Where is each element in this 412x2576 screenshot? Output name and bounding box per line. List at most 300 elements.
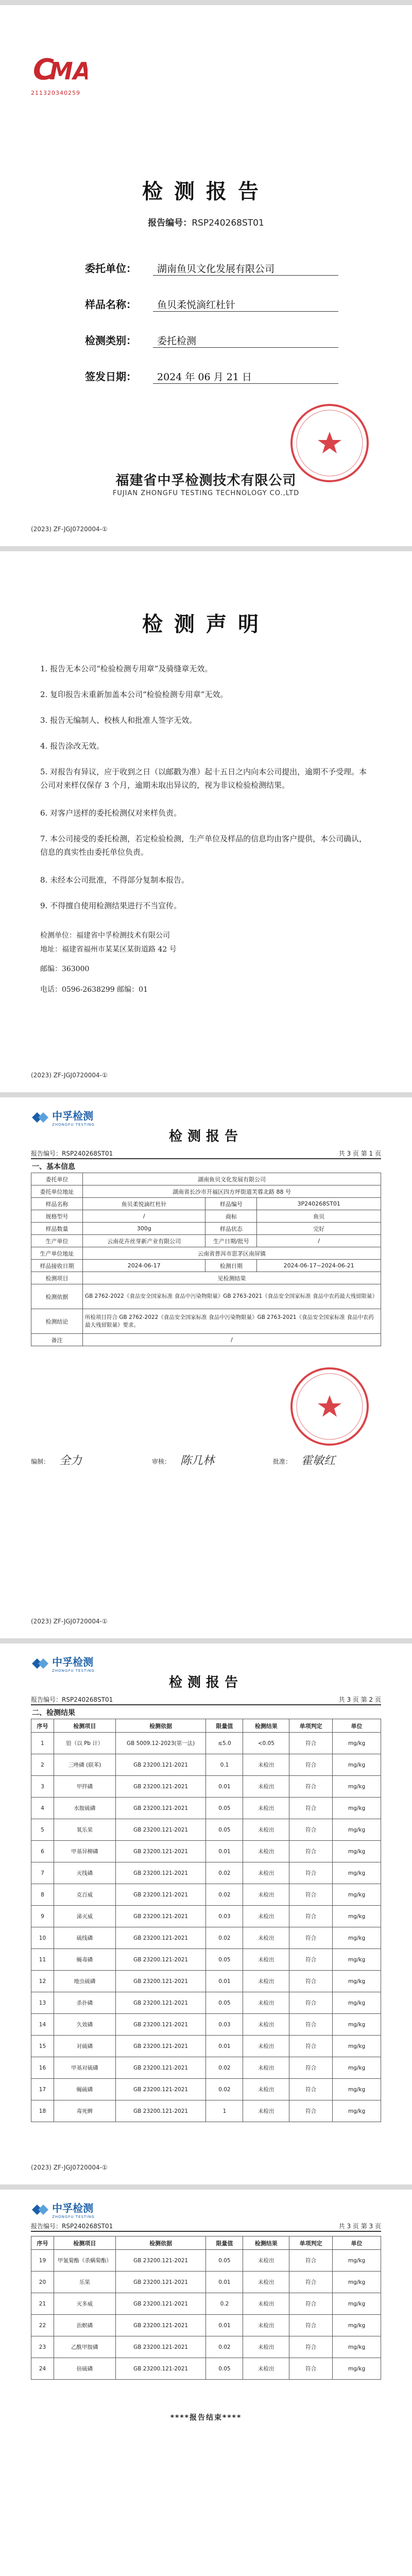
table-cell: 涕灭威	[54, 1906, 115, 1927]
table-cell: 23	[31, 2336, 54, 2358]
info-row	[31, 1260, 381, 1272]
table-cell: 24	[31, 2358, 54, 2380]
table-cell: 0.02	[206, 2057, 243, 2079]
table-row	[31, 1754, 381, 1776]
table-cell: 未检出	[243, 1798, 289, 1819]
table-cell: GB 23200.121-2021	[115, 2057, 206, 2079]
cover-field-sample: 样品名称： 鱼贝柔悦滴红杜针	[85, 296, 338, 312]
results-header-row	[31, 2236, 381, 2250]
info-label: 委托单位	[31, 1173, 83, 1185]
table-cell: 0.02	[206, 2336, 243, 2358]
table-cell: 未检出	[243, 1992, 289, 2014]
table-cell: mg/kg	[333, 1754, 381, 1776]
table-cell: 0.01	[206, 2272, 243, 2293]
header-logo: 中孚检测 ZHONGFU TESTING	[31, 1654, 95, 1673]
zhongfu-logo-icon	[31, 1657, 49, 1670]
table-cell: 符合	[289, 1862, 333, 1884]
table-cell: mg/kg	[333, 1906, 381, 1927]
declaration-title: 检测声明	[142, 612, 270, 636]
column-header: 限量值	[206, 2236, 243, 2250]
table-cell: 未检出	[243, 2336, 289, 2358]
company-name-en: FUJIAN ZHONGFU TESTING TECHNOLOGY CO.,LTD	[112, 489, 300, 497]
table-cell: mg/kg	[333, 1949, 381, 1971]
table-cell: 对硫磷	[54, 2036, 115, 2057]
table-cell: 符合	[289, 2315, 333, 2336]
info-value: 湖南省长沙市开福区四方坪街道芙蓉北路 88 号	[83, 1185, 381, 1198]
cover-field-client: 委托单位： 湖南鱼贝文化发展有限公司	[85, 260, 338, 276]
table-cell: 0.2	[206, 2293, 243, 2315]
svg-text:C: C	[33, 53, 55, 87]
column-header: 检测依据	[115, 2236, 206, 2250]
column-header: 检测结果	[243, 1719, 289, 1733]
table-cell: mg/kg	[333, 2057, 381, 2079]
table-cell: 符合	[289, 2250, 333, 2272]
table-cell: GB 23200.121-2021	[115, 1776, 206, 1798]
info-row	[31, 1223, 381, 1235]
table-cell: 符合	[289, 2336, 333, 2358]
contact-line: 检测单位：福建省中孚检测技术有限公司	[40, 931, 170, 940]
table-cell: GB 23200.121-2021	[115, 2014, 206, 2036]
table-cell: 10	[31, 1927, 54, 1949]
table-row	[31, 1819, 381, 1841]
results-header-row	[31, 1719, 381, 1733]
table-cell: 铅（以 Pb 计）	[54, 1733, 115, 1754]
table-cell: 1	[31, 1733, 54, 1754]
info-value: 完好	[257, 1223, 381, 1235]
info-label: 规格型号	[31, 1210, 83, 1223]
table-cell: 未检出	[243, 2100, 289, 2122]
header-rule	[31, 2231, 381, 2232]
table-cell: GB 23200.121-2021	[115, 2100, 206, 2122]
table-cell: 0.05	[206, 1992, 243, 2014]
table-cell: mg/kg	[333, 2358, 381, 2380]
info-value: 所检项目符合 GB 2762-2022《食品安全国家标准 食品中污染物限量》GB 2763-2021《食品安全国家标准 食品中农药最大残留限量》要求。	[83, 1309, 381, 1334]
table-cell: 16	[31, 2057, 54, 2079]
table-row	[31, 1971, 381, 1992]
table-cell: 20	[31, 2272, 54, 2293]
zhongfu-logo-icon	[31, 2204, 49, 2216]
info-row	[31, 1309, 381, 1334]
table-cell: 符合	[289, 2100, 333, 2122]
page-info: 共 3 页 第 2 页	[338, 1696, 381, 1703]
section-title: 二、检测结果	[32, 1709, 75, 1717]
info-value: 湖南鱼贝文化发展有限公司	[83, 1173, 381, 1185]
info-label: 检测项目	[31, 1272, 83, 1284]
table-cell: 12	[31, 1971, 54, 1992]
table-cell: 0.03	[206, 2014, 243, 2036]
info-row	[31, 1247, 381, 1260]
table-cell: 灭线磷	[54, 1862, 115, 1884]
table-cell: mg/kg	[333, 1971, 381, 1992]
declaration-item: 4. 报告涂改无效。	[40, 741, 105, 751]
table-cell: 0.01	[206, 2315, 243, 2336]
table-cell: 甲基异柳磷	[54, 1841, 115, 1862]
cover-field-date: 签发日期： 2024 年 06 月 21 日	[85, 368, 338, 384]
table-cell: GB 23200.121-2021	[115, 1949, 206, 1971]
table-cell: GB 23200.121-2021	[115, 1819, 206, 1841]
table-cell: 灭多威	[54, 2293, 115, 2315]
info-label: 备注	[31, 1334, 83, 1346]
table-cell: mg/kg	[333, 2100, 381, 2122]
table-cell: 5	[31, 1819, 54, 1841]
column-header: 限量值	[206, 1719, 243, 1733]
table-cell: mg/kg	[333, 1841, 381, 1862]
table-cell: mg/kg	[333, 1798, 381, 1819]
table-cell: 乐果	[54, 2272, 115, 2293]
info-label: 样品编号	[205, 1198, 257, 1210]
cover-field-category: 检测类别： 委托检测	[85, 332, 338, 348]
table-cell: <0.05	[243, 1733, 289, 1754]
table-cell: 符合	[289, 1906, 333, 1927]
table-cell: 0.05	[206, 2250, 243, 2272]
table-row	[31, 2057, 381, 2079]
table-row	[31, 1798, 381, 1819]
table-cell: 21	[31, 2293, 54, 2315]
page-info: 共 3 页 第 1 页	[338, 1150, 381, 1157]
table-cell: GB 23200.121-2021	[115, 1884, 206, 1906]
table-cell: 1	[206, 2100, 243, 2122]
table-cell: mg/kg	[333, 1819, 381, 1841]
table-cell: GB 23200.121-2021	[115, 1927, 206, 1949]
info-label: 样品名称	[31, 1198, 83, 1210]
table-cell: GB 23200.121-2021	[115, 2293, 206, 2315]
column-header: 单位	[333, 2236, 381, 2250]
table-cell: mg/kg	[333, 1862, 381, 1884]
table-cell: 符合	[289, 1884, 333, 1906]
table-cell: 未检出	[243, 1949, 289, 1971]
table-cell: 未检出	[243, 2250, 289, 2272]
table-cell: 17	[31, 2079, 54, 2100]
info-row	[31, 1334, 381, 1346]
info-value: 3P240268ST01	[257, 1198, 381, 1210]
table-cell: mg/kg	[333, 2079, 381, 2100]
table-cell: 8	[31, 1884, 54, 1906]
info-label: 生产日期/批号	[205, 1235, 257, 1247]
info-label: 委托单位地址	[31, 1185, 83, 1198]
zhongfu-logo-icon	[31, 1111, 49, 1124]
declaration-item: 1. 报告无本公司“检验检测专用章”及骑缝章无效。	[40, 664, 213, 673]
table-cell: GB 23200.121-2021	[115, 2272, 206, 2293]
company-name-cn: 福建省中孚检测技术有限公司	[115, 473, 297, 488]
info-label: 生产单位	[31, 1235, 83, 1247]
table-row	[31, 2079, 381, 2100]
table-cell: 0.02	[206, 2079, 243, 2100]
approved-signature: 霍敏红	[301, 1454, 336, 1467]
table-cell: GB 23200.121-2021	[115, 2315, 206, 2336]
declaration-item: 3. 报告无编制人、校核人和批准人签字无效。	[40, 716, 197, 725]
table-row	[31, 2250, 381, 2272]
info-label: 样品数量	[31, 1223, 83, 1235]
table-cell: 未检出	[243, 2079, 289, 2100]
info-value: 2024-06-17~2024-06-21	[257, 1260, 381, 1272]
basic-info-footer-code: (2023) ZF-JGJ0720004-①	[31, 1618, 108, 1625]
cover-title: 检测报告	[142, 179, 270, 204]
table-row	[31, 2315, 381, 2336]
column-header: 检测依据	[115, 1719, 206, 1733]
table-cell: 符合	[289, 1992, 333, 2014]
table-cell: 6	[31, 1841, 54, 1862]
table-row	[31, 1841, 381, 1862]
table-cell: 未检出	[243, 2036, 289, 2057]
table-row	[31, 2036, 381, 2057]
report-meta: 报告编号：RSP240268ST01 共 3 页 第 2 页	[31, 1696, 381, 1703]
info-label: 检测依据	[31, 1284, 83, 1309]
declaration-item: 5. 对报告有异议，应于收到之日（以邮戳为准）起十五日之内向本公司提出，逾期不予受理。本公司对来样仅保存 3 个月，逾期未取出异议的，视为非议检验检测结果。	[40, 767, 367, 790]
table-cell: GB 23200.121-2021	[115, 2336, 206, 2358]
table-cell: 4	[31, 1798, 54, 1819]
report-end-mark: ****报告结束****	[170, 2414, 242, 2422]
table-cell: 地虫硫磷	[54, 1971, 115, 1992]
table-cell: 未检出	[243, 1906, 289, 1927]
table-row	[31, 2100, 381, 2122]
results-page-2	[0, 2190, 412, 2576]
cover-footer-code: (2023) ZF-JGJ0720004-①	[31, 526, 108, 533]
column-header: 序号	[31, 1719, 54, 1733]
table-cell: 11	[31, 1949, 54, 1971]
table-cell: 未检出	[243, 1884, 289, 1906]
column-header: 检测项目	[54, 2236, 115, 2250]
cover-page	[0, 5, 412, 546]
declaration-item: 6. 对客户送样的委托检测仅对来样负责。	[40, 808, 182, 818]
cma-code: 211320340259	[31, 90, 80, 96]
cover-report-no: 报告编号：RSP240268ST01	[148, 218, 264, 228]
table-cell: mg/kg	[333, 1927, 381, 1949]
table-cell: GB 23200.121-2021	[115, 1862, 206, 1884]
table-cell: 倍硫磷	[54, 2358, 115, 2380]
table-cell: 18	[31, 2100, 54, 2122]
table-cell: 符合	[289, 1754, 333, 1776]
info-value: 300g	[83, 1223, 205, 1235]
table-cell: 克百威	[54, 1884, 115, 1906]
info-value: 见检测结果	[83, 1272, 381, 1284]
info-label: 检测日期	[205, 1260, 257, 1272]
info-value: /	[83, 1334, 381, 1346]
table-row	[31, 1927, 381, 1949]
table-cell: GB 23200.121-2021	[115, 1754, 206, 1776]
table-cell: 符合	[289, 1927, 333, 1949]
info-label: 生产单位地址	[31, 1247, 83, 1260]
table-cell: 0.05	[206, 2358, 243, 2380]
table-cell: 符合	[289, 2014, 333, 2036]
table-row	[31, 2014, 381, 2036]
table-cell: 杀扑磷	[54, 1992, 115, 2014]
table-cell: 乙酰甲胺磷	[54, 2336, 115, 2358]
header-logo: 中孚检测 ZHONGFU TESTING	[31, 2200, 95, 2219]
table-cell: mg/kg	[333, 2336, 381, 2358]
contact-line: 邮编：363000	[40, 965, 90, 973]
prepared-signature: 全力	[59, 1454, 82, 1467]
table-cell: 未检出	[243, 1819, 289, 1841]
table-cell: mg/kg	[333, 1733, 381, 1754]
info-row	[31, 1198, 381, 1210]
table-cell: 符合	[289, 1733, 333, 1754]
info-value: 2024-06-17	[83, 1260, 205, 1272]
table-cell: 未检出	[243, 2057, 289, 2079]
info-row	[31, 1272, 381, 1284]
info-label: 样品状态	[205, 1223, 257, 1235]
table-cell: 9	[31, 1906, 54, 1927]
table-cell: 符合	[289, 1798, 333, 1819]
table-cell: 未检出	[243, 2315, 289, 2336]
table-cell: 未检出	[243, 2272, 289, 2293]
table-cell: mg/kg	[333, 2293, 381, 2315]
table-cell: 甲基对硫磷	[54, 2057, 115, 2079]
results-table	[31, 1719, 381, 2122]
info-value: 云南花卉丝芽新产业有限公司	[83, 1235, 205, 1247]
table-row	[31, 1949, 381, 1971]
page-title: 检测报告	[168, 1129, 243, 1144]
table-cell: 13	[31, 1992, 54, 2014]
table-cell: 符合	[289, 2293, 333, 2315]
table-cell: mg/kg	[333, 1884, 381, 1906]
table-cell: GB 23200.121-2021	[115, 1992, 206, 2014]
page-info: 共 3 页 第 3 页	[338, 2223, 381, 2230]
table-cell: 符合	[289, 2079, 333, 2100]
table-cell: GB 23200.121-2021	[115, 2250, 206, 2272]
info-row	[31, 1235, 381, 1247]
table-cell: mg/kg	[333, 2036, 381, 2057]
table-row	[31, 1776, 381, 1798]
table-cell: 22	[31, 2315, 54, 2336]
cma-mark	[31, 52, 88, 96]
declaration-item: 7. 本公司接受的委托检测，若定检验检测，生产单位及样品的信息均由客户提供，本公司确认，信息的真实性由委托单位负责。	[40, 834, 367, 857]
declaration-item: 8. 未经本公司批准，不得部分复制本报告。	[40, 875, 190, 885]
declaration-item: 9. 不得擅自使用检测结果进行不当宣传。	[40, 901, 182, 910]
table-cell: 未检出	[243, 2358, 289, 2380]
info-row	[31, 1210, 381, 1223]
contact-line: 地址：福建省福州市某某区某街道路 42 号	[40, 945, 177, 954]
contact-line: 电话：0596-2638299 邮编：01	[40, 986, 148, 994]
cma-logo-icon	[31, 52, 88, 88]
table-cell: 久效磷	[54, 2014, 115, 2036]
reviewed-signature: 陈几林	[180, 1454, 215, 1467]
info-value: 鱼贝	[257, 1210, 381, 1223]
info-value: /	[257, 1235, 381, 1247]
table-row	[31, 1884, 381, 1906]
table-cell: GB 23200.121-2021	[115, 1971, 206, 1992]
table-cell: GB 23200.121-2021	[115, 1906, 206, 1927]
table-cell: 19	[31, 2250, 54, 2272]
column-header: 单项判定	[289, 1719, 333, 1733]
info-label: 样品接收日期	[31, 1260, 83, 1272]
table-cell: 毒死蜱	[54, 2100, 115, 2122]
table-cell: 未检出	[243, 1862, 289, 1884]
table-cell: 15	[31, 2036, 54, 2057]
table-row	[31, 2272, 381, 2293]
column-header: 检测项目	[54, 1719, 115, 1733]
info-row	[31, 1185, 381, 1198]
page-title: 检测报告	[168, 1675, 243, 1690]
table-cell: 治螟磷	[54, 2315, 115, 2336]
info-value: /	[83, 1210, 205, 1223]
info-label: 商标	[205, 1210, 257, 1223]
basic-info-table	[31, 1173, 381, 1346]
report-meta: 报告编号：RSP240268ST01 共 3 页 第 1 页	[31, 1150, 381, 1157]
table-cell: 未检出	[243, 1927, 289, 1949]
table-cell: 未检出	[243, 2014, 289, 2036]
table-cell: GB 23200.121-2021	[115, 2079, 206, 2100]
info-value: 云南省普洱市思茅区南屏镇	[83, 1247, 381, 1260]
table-cell: 0.1	[206, 1754, 243, 1776]
table-cell: 硫线磷	[54, 1927, 115, 1949]
table-cell: ≤5.0	[206, 1733, 243, 1754]
table-cell: 甲拌磷	[54, 1776, 115, 1798]
table-cell: 符合	[289, 2036, 333, 2057]
header-logo: 中孚检测 ZHONGFU TESTING	[31, 1108, 95, 1127]
header-rule	[31, 1704, 381, 1705]
table-cell: 0.02	[206, 1884, 243, 1906]
table-cell: mg/kg	[333, 1992, 381, 2014]
table-cell: GB 23200.121-2021	[115, 2358, 206, 2380]
table-cell: 符合	[289, 1841, 333, 1862]
table-row	[31, 2336, 381, 2358]
cma-letters: MA	[49, 57, 88, 85]
table-cell: 符合	[289, 1776, 333, 1798]
table-cell: 0.05	[206, 1949, 243, 1971]
info-row	[31, 1284, 381, 1309]
info-row	[31, 1173, 381, 1185]
table-cell: 3	[31, 1776, 54, 1798]
company-seal-icon	[288, 1365, 371, 1448]
column-header: 单位	[333, 1719, 381, 1733]
table-cell: mg/kg	[333, 2272, 381, 2293]
table-row	[31, 1862, 381, 1884]
table-cell: GB 23200.121-2021	[115, 2036, 206, 2057]
table-cell: mg/kg	[333, 2250, 381, 2272]
info-label: 检测结论	[31, 1309, 83, 1334]
table-cell: 0.01	[206, 1841, 243, 1862]
table-cell: 2	[31, 1754, 54, 1776]
table-cell: 0.02	[206, 1927, 243, 1949]
table-cell: 蝇硫磷	[54, 2079, 115, 2100]
table-row	[31, 2293, 381, 2315]
table-cell: 未检出	[243, 1841, 289, 1862]
table-cell: 未检出	[243, 1754, 289, 1776]
table-cell: 符合	[289, 1971, 333, 1992]
column-header: 单项判定	[289, 2236, 333, 2250]
table-cell: 0.01	[206, 1776, 243, 1798]
table-cell: 0.01	[206, 1971, 243, 1992]
table-cell: mg/kg	[333, 2014, 381, 2036]
table-cell: 0.02	[206, 1862, 243, 1884]
table-cell: 7	[31, 1862, 54, 1884]
table-cell: 符合	[289, 1949, 333, 1971]
table-cell: 甲氰菊酯（杀螨菊酯）	[54, 2250, 115, 2272]
info-value: GB 2762-2022《食品安全国家标准 食品中污染物限量》GB 2763-2021《食品安全国家标准 食品中农药最大残留限量》	[83, 1284, 381, 1309]
table-row	[31, 1906, 381, 1927]
table-cell: 符合	[289, 2272, 333, 2293]
table-cell: mg/kg	[333, 2315, 381, 2336]
report-meta: 报告编号：RSP240268ST01 共 3 页 第 3 页	[31, 2223, 381, 2230]
table-cell: GB 5009.12-2023(第一法)	[115, 1733, 206, 1754]
results-table-continued	[31, 2236, 381, 2380]
column-header: 检测结果	[243, 2236, 289, 2250]
column-header: 序号	[31, 2236, 54, 2250]
header-rule	[31, 1158, 381, 1159]
table-cell: 0.03	[206, 1906, 243, 1927]
table-cell: GB 23200.121-2021	[115, 1841, 206, 1862]
basic-info-page: 中孚检测 ZHONGFU TESTING 检测报告 报告编号：RSP240268ST01 共 3 页 第 1 页 一、基本信息 委托单位 湖南鱼贝文化发展有限公司 委托单位地址 湖南省长沙市开福区四方坪街道芙蓉北路 88 号 样品名称 鱼贝柔悦滴红杜针 样品编号 3P240268ST01 规格型号 / 商标 鱼贝 样品数量 300g 样品状态 完好 生产单位 云南花卉丝芽新产业有限公司 生产日期/批号 / 生产单位地址 云南省普洱市思茅区南屏镇 样品接收日期 2024-06-17 检测日期 2024-06-17~2024-06-21 检测项目 见检测结果 检测依据 GB 2762-2022《食品安全国家标准 食品中污染物限量》GB 2763-2021《食品安全国家标准 食品中农药最大残留限量》 检测结论 所检项目符合 GB 2762-2022《食品安全国家标准 食品中污染物限量》GB 2763-2021《食品安全国家标准 食品中农药最大残留限量》要求。 备注 / 编制： 全力 审核： 陈几林 批准： 霍敏红 (2023) ZF-JGJ0720004-①	[0, 1097, 412, 1638]
table-row	[31, 1733, 381, 1754]
results-page-1	[0, 1643, 412, 2184]
table-cell: 符合	[289, 2358, 333, 2380]
results-footer-code: (2023) ZF-JGJ0720004-①	[31, 2164, 108, 2171]
table-cell: 0.05	[206, 1798, 243, 1819]
table-row	[31, 1992, 381, 2014]
table-cell: 0.01	[206, 2036, 243, 2057]
section-title: 一、基本信息	[32, 1163, 75, 1171]
table-cell: 14	[31, 2014, 54, 2036]
